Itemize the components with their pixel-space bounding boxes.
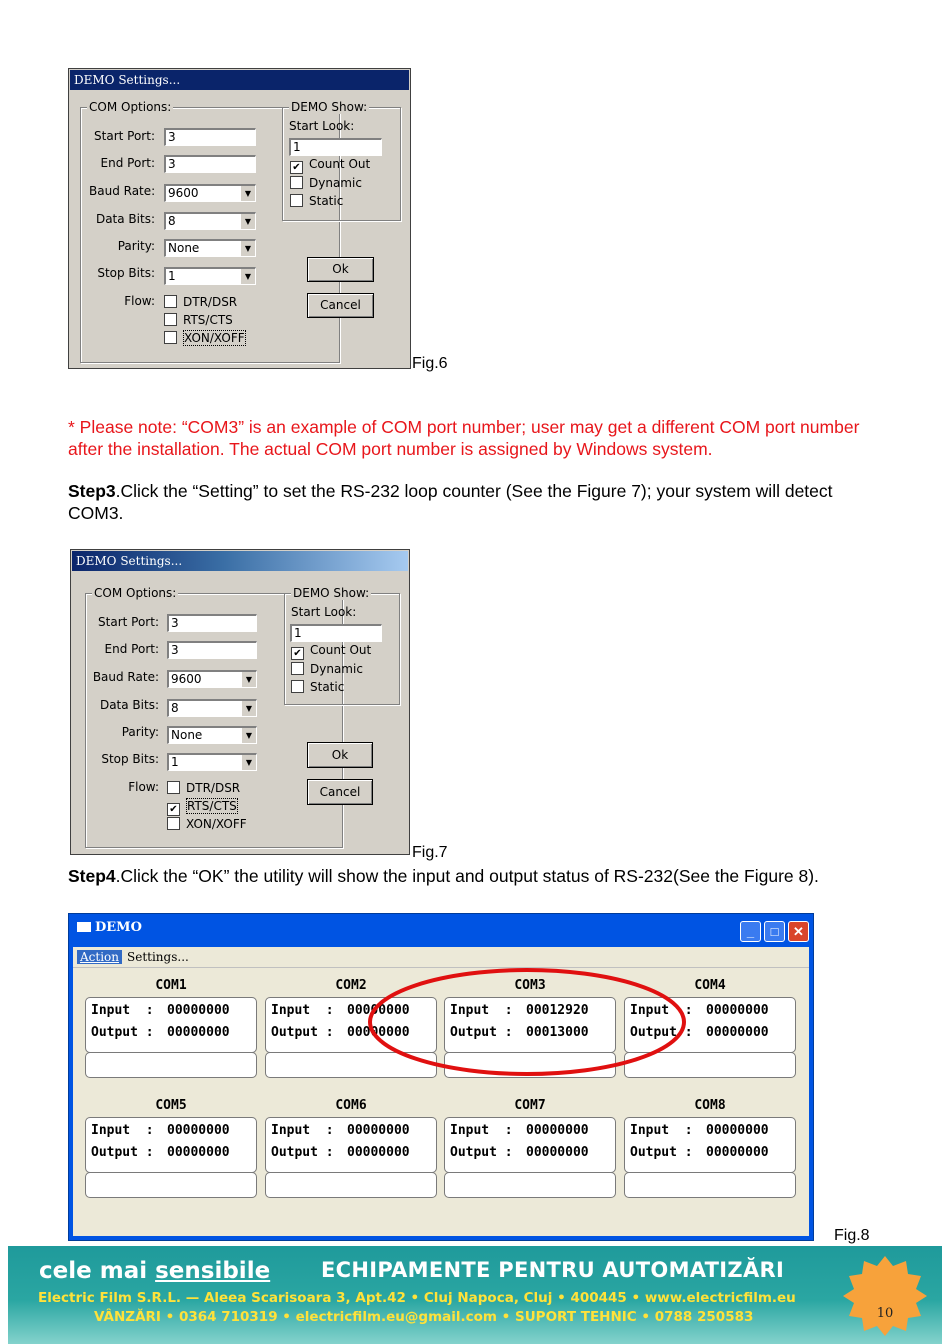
- fig7-dynamic-checkbox[interactable]: Dynamic: [291, 662, 363, 676]
- output-label: Output :: [271, 1145, 334, 1160]
- input-value: 00012920: [526, 1003, 589, 1018]
- input-label: Input :: [630, 1123, 693, 1138]
- chevron-down-icon[interactable]: ▼: [241, 672, 256, 687]
- page-number: 10: [876, 1306, 894, 1321]
- input-label: Input :: [271, 1003, 334, 1018]
- input-label: Input :: [91, 1123, 154, 1138]
- fig7-start-look-label: Start Look:: [291, 605, 357, 619]
- menu-settings[interactable]: Settings...: [127, 950, 189, 964]
- com-port-title: COM6: [335, 1098, 367, 1113]
- output-value: 00000000: [347, 1025, 410, 1040]
- fig6-caption: Fig.6: [412, 355, 448, 372]
- footer-contact-line: VÂNZĂRI • 0364 710319 • electricfilm.eu@gmail.com • SUPORT TEHNIC • 0788 250583: [94, 1309, 754, 1325]
- fig7-stop-bits-value: 1: [171, 755, 179, 769]
- fig6-data-bits-value: 8: [168, 214, 176, 228]
- fig7-dialog-title: DEMO Settings...: [72, 551, 408, 571]
- fig6-parity-label: Parity:: [117, 239, 155, 253]
- fig7-parity-label: Parity:: [121, 725, 159, 739]
- fig6-static-checkbox[interactable]: Static: [290, 194, 343, 208]
- check-icon: ✔: [291, 647, 304, 660]
- fig7-rts-cts-checkbox[interactable]: ✔ RTS/CTS: [167, 799, 238, 816]
- fig6-cancel-button[interactable]: Cancel: [307, 293, 374, 318]
- fig6-start-look-field[interactable]: 1: [289, 138, 382, 156]
- output-label: Output :: [630, 1025, 693, 1040]
- fig6-baud-rate-value: 9600: [168, 186, 199, 200]
- step3-text: .Click the “Setting” to set the RS-232 loop counter (See the Figure 7); your system will detect COM3.: [68, 481, 833, 523]
- fig8-caption: Fig.8: [834, 1227, 870, 1244]
- output-label: Output :: [450, 1025, 513, 1040]
- fig6-stop-bits-value: 1: [168, 269, 176, 283]
- fig6-data-bits-label: Data Bits:: [95, 212, 155, 226]
- fig7-baud-rate-value: 9600: [171, 672, 202, 686]
- output-label: Output :: [630, 1145, 693, 1160]
- fig7-demo-show-label: DEMO Show:: [293, 586, 370, 600]
- input-value: 00000000: [347, 1003, 410, 1018]
- fig7-baud-rate-label: Baud Rate:: [92, 670, 159, 684]
- fig8-window-title: DEMO: [77, 920, 142, 935]
- chevron-down-icon[interactable]: ▼: [240, 186, 255, 201]
- minimize-icon[interactable]: _: [740, 921, 761, 942]
- fig7-static-checkbox[interactable]: Static: [291, 680, 344, 694]
- fig6-flow-label: Flow:: [124, 294, 155, 308]
- chevron-down-icon[interactable]: ▼: [241, 701, 256, 716]
- footer-address-line: Electric Film S.R.L. — Aleea Scarisoara 3, Apt.42 • Cluj Napoca, Cluj • 400445 • www.electricfilm.eu: [38, 1290, 796, 1306]
- output-label: Output :: [91, 1145, 154, 1160]
- fig7-stop-bits-label: Stop Bits:: [101, 752, 159, 766]
- output-value: 00000000: [706, 1145, 769, 1160]
- com-port-title: COM5: [155, 1098, 187, 1113]
- fig6-com-options-label: COM Options:: [89, 100, 172, 114]
- output-value: 00013000: [526, 1025, 589, 1040]
- fig6-dtr-dsr-checkbox[interactable]: DTR/DSR: [164, 295, 237, 309]
- output-label: Output :: [91, 1025, 154, 1040]
- chevron-down-icon[interactable]: ▼: [241, 755, 256, 770]
- chevron-down-icon[interactable]: ▼: [240, 214, 255, 229]
- highlight-ellipse: [370, 970, 684, 1074]
- check-icon: ✔: [290, 161, 303, 174]
- input-value: 00000000: [167, 1123, 230, 1138]
- com-port-title: COM7: [514, 1098, 546, 1113]
- chevron-down-icon[interactable]: ▼: [240, 241, 255, 256]
- check-icon: ✔: [167, 803, 180, 816]
- fig6-start-look-label: Start Look:: [289, 119, 355, 133]
- fig7-dtr-dsr-checkbox[interactable]: DTR/DSR: [167, 781, 240, 795]
- fig6-ok-button[interactable]: Ok: [307, 257, 374, 282]
- fig6-parity-value: None: [168, 241, 200, 255]
- input-value: 00000000: [706, 1123, 769, 1138]
- input-value: 00000000: [526, 1123, 589, 1138]
- fig6-count-out-checkbox[interactable]: ✔ Count Out: [290, 157, 370, 174]
- input-label: Input :: [450, 1123, 513, 1138]
- fig6-rts-cts-checkbox[interactable]: RTS/CTS: [164, 313, 233, 327]
- input-value: 00000000: [347, 1123, 410, 1138]
- page-badge-icon: [841, 1252, 929, 1340]
- input-label: Input :: [630, 1003, 693, 1018]
- fig7-flow-label: Flow:: [128, 780, 159, 794]
- output-value: 00000000: [347, 1145, 410, 1160]
- fig7-xon-xoff-checkbox[interactable]: XON/XOFF: [167, 817, 247, 831]
- output-value: 00000000: [167, 1145, 230, 1160]
- fig6-end-port-label: End Port:: [100, 156, 155, 170]
- step4-label: Step4: [68, 866, 116, 886]
- com-port-title: COM1: [155, 978, 187, 993]
- input-value: 00000000: [167, 1003, 230, 1018]
- com-port-title: COM2: [335, 978, 367, 993]
- fig7-start-port-label: Start Port:: [98, 615, 159, 629]
- fig6-stop-bits-label: Stop Bits:: [97, 266, 155, 280]
- fig6-xon-xoff-checkbox[interactable]: XON/XOFF: [164, 331, 246, 345]
- fig7-start-port-field[interactable]: 3: [167, 614, 257, 632]
- chevron-down-icon[interactable]: ▼: [240, 269, 255, 284]
- output-value: 00000000: [706, 1025, 769, 1040]
- fig6-dialog-title: DEMO Settings...: [70, 70, 409, 90]
- output-label: Output :: [450, 1145, 513, 1160]
- com-port-title: COM3: [514, 978, 546, 993]
- input-label: Input :: [91, 1003, 154, 1018]
- footer-headline: ECHIPAMENTE PENTRU AUTOMATIZĂRI: [321, 1258, 785, 1282]
- input-label: Input :: [271, 1123, 334, 1138]
- step3-label: Step3: [68, 481, 116, 501]
- output-value: 00000000: [167, 1025, 230, 1040]
- menu-action[interactable]: Action: [77, 950, 122, 964]
- output-value: 00000000: [526, 1145, 589, 1160]
- fig6-demo-show-label: DEMO Show:: [291, 100, 368, 114]
- com-port-title: COM4: [694, 978, 726, 993]
- com-port-title: COM8: [694, 1098, 726, 1113]
- fig6-end-port-field[interactable]: 3: [164, 155, 256, 173]
- fig7-com-options-label: COM Options:: [94, 586, 177, 600]
- fig7-end-port-label: End Port:: [104, 642, 159, 656]
- fig6-start-port-label: Start Port:: [94, 129, 155, 143]
- maximize-icon[interactable]: □: [764, 921, 785, 942]
- fig6-start-port-field[interactable]: 3: [164, 128, 256, 146]
- fig7-ok-button[interactable]: Ok: [307, 742, 373, 768]
- fig6-baud-rate-label: Baud Rate:: [89, 184, 156, 198]
- input-value: 00000000: [706, 1003, 769, 1018]
- fig7-caption: Fig.7: [412, 844, 448, 861]
- input-label: Input :: [450, 1003, 513, 1018]
- fig7-cancel-button[interactable]: Cancel: [307, 779, 373, 805]
- footer-banner: [8, 1246, 942, 1344]
- fig6-dynamic-checkbox[interactable]: Dynamic: [290, 176, 362, 190]
- footer-tagline: cele mai sensibile: [39, 1258, 271, 1284]
- com-port-note: * Please note: “COM3” is an example of COM port number; user may get a different COM port number after the installation. The actual COM port number is assigned by Windows system.: [68, 417, 860, 459]
- chevron-down-icon[interactable]: ▼: [241, 728, 256, 743]
- fig7-parity-value: None: [171, 728, 203, 742]
- fig7-end-port-field[interactable]: 3: [167, 641, 257, 659]
- fig7-count-out-checkbox[interactable]: ✔ Count Out: [291, 643, 371, 660]
- step4-text: .Click the “OK” the utility will show the input and output status of RS-232(See the Figure 8).: [115, 866, 819, 886]
- fig7-data-bits-value: 8: [171, 701, 179, 715]
- close-icon[interactable]: ✕: [788, 921, 809, 942]
- output-label: Output :: [271, 1025, 334, 1040]
- fig7-data-bits-label: Data Bits:: [99, 698, 159, 712]
- fig7-start-look-field[interactable]: 1: [290, 624, 382, 642]
